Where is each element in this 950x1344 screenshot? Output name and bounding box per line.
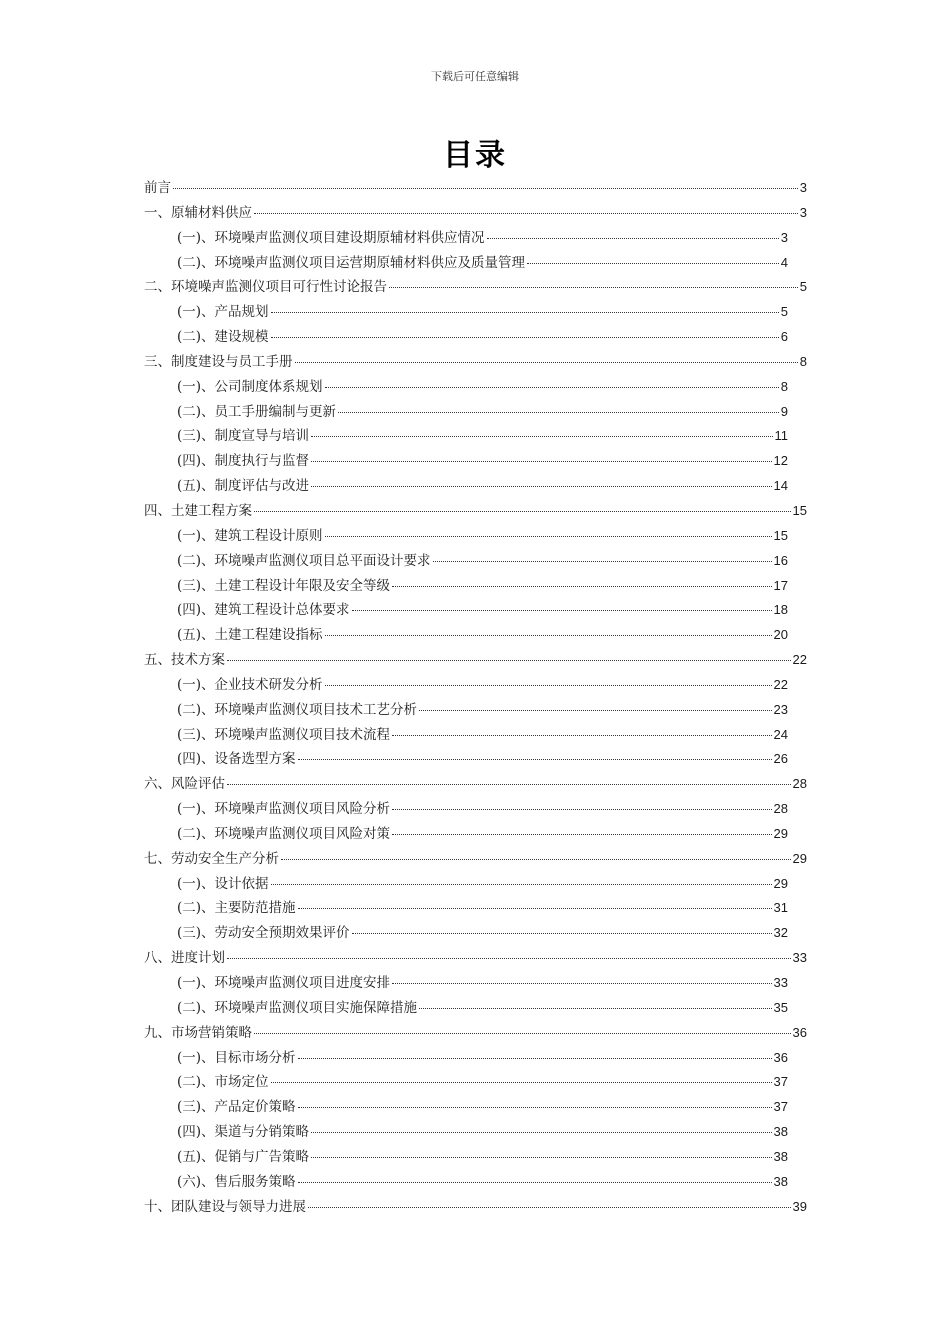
toc-page-number: 29 bbox=[773, 825, 788, 841]
toc-section-entry[interactable] bbox=[144, 226, 807, 251]
toc-chapter-entry[interactable] bbox=[144, 350, 807, 375]
toc-page-number: 32 bbox=[773, 925, 788, 941]
toc-section-entry[interactable] bbox=[144, 474, 807, 499]
toc-section-entry[interactable] bbox=[144, 1070, 807, 1095]
toc-entry-label: (二)、建设规模 bbox=[177, 329, 269, 346]
toc-dot-leader bbox=[311, 436, 772, 437]
toc-dot-leader bbox=[311, 1132, 771, 1133]
toc-entry-label: (二)、市场定位 bbox=[177, 1074, 269, 1091]
header-note: 下载后可任意编辑 bbox=[431, 70, 519, 83]
toc-dot-leader bbox=[254, 213, 798, 214]
toc-chapter-entry[interactable] bbox=[144, 275, 807, 300]
toc-entry-label: (四)、设备选型方案 bbox=[177, 751, 296, 768]
toc-page-number: 15 bbox=[773, 527, 788, 543]
toc-section-entry[interactable] bbox=[144, 673, 807, 698]
toc-dot-leader bbox=[352, 933, 772, 934]
toc-dot-leader bbox=[308, 1207, 791, 1208]
toc-page-number: 31 bbox=[773, 900, 788, 916]
toc-dot-leader bbox=[527, 263, 779, 264]
toc-section-entry[interactable] bbox=[144, 1170, 807, 1195]
toc-dot-leader bbox=[392, 834, 771, 835]
toc-entry-label: (三)、劳动安全预期效果评价 bbox=[177, 925, 350, 942]
toc-dot-leader bbox=[298, 1107, 772, 1108]
toc-entry-label: (三)、土建工程设计年限及安全等级 bbox=[177, 577, 391, 594]
toc-section-entry[interactable] bbox=[144, 449, 807, 474]
toc-dot-leader bbox=[227, 660, 791, 661]
toc-page-number: 22 bbox=[792, 652, 807, 668]
toc-entry-label: (一)、设计依据 bbox=[177, 875, 269, 892]
toc-chapter-entry[interactable] bbox=[144, 772, 807, 797]
toc-dot-leader bbox=[352, 610, 772, 611]
toc-entry-label: (一)、目标市场分析 bbox=[177, 1049, 296, 1066]
toc-page-number: 39 bbox=[792, 1198, 807, 1214]
toc-entry-label: (五)、促销与广告策略 bbox=[177, 1148, 310, 1165]
toc-page-number: 23 bbox=[773, 701, 788, 717]
toc-section-entry[interactable] bbox=[144, 623, 807, 648]
table-of-contents bbox=[144, 176, 807, 1219]
toc-section-entry[interactable] bbox=[144, 996, 807, 1021]
toc-dot-leader bbox=[295, 362, 798, 363]
toc-dot-leader bbox=[298, 1058, 772, 1059]
toc-entry-label: (四)、制度执行与监督 bbox=[177, 453, 310, 470]
toc-dot-leader bbox=[392, 735, 771, 736]
toc-page-number: 8 bbox=[799, 353, 807, 369]
toc-section-entry[interactable] bbox=[144, 524, 807, 549]
toc-entry-label: (一)、产品规划 bbox=[177, 304, 269, 321]
toc-dot-leader bbox=[298, 759, 772, 760]
toc-page-number: 38 bbox=[773, 1173, 788, 1189]
toc-entry-label: (四)、渠道与分销策略 bbox=[177, 1124, 310, 1141]
toc-page-number: 14 bbox=[773, 478, 788, 494]
toc-page-number: 29 bbox=[773, 875, 788, 891]
toc-entry-label: (三)、产品定价策略 bbox=[177, 1099, 296, 1116]
toc-dot-leader bbox=[392, 809, 771, 810]
toc-section-entry[interactable] bbox=[144, 822, 807, 847]
toc-page-number: 33 bbox=[792, 950, 807, 966]
toc-page-number: 5 bbox=[780, 304, 788, 320]
toc-section-entry[interactable] bbox=[144, 797, 807, 822]
toc-dot-leader bbox=[311, 486, 771, 487]
toc-dot-leader bbox=[298, 1182, 772, 1183]
toc-entry-label: (二)、环境噪声监测仪项目总平面设计要求 bbox=[177, 552, 431, 569]
toc-page-number: 22 bbox=[773, 676, 788, 692]
toc-page-number: 35 bbox=[773, 999, 788, 1015]
toc-page-number: 5 bbox=[799, 279, 807, 295]
toc-page-number: 3 bbox=[799, 204, 807, 220]
toc-dot-leader bbox=[392, 586, 771, 587]
toc-dot-leader bbox=[419, 1008, 771, 1009]
toc-entry-label: 九、市场营销策略 bbox=[144, 1024, 252, 1041]
toc-entry-label: 八、进度计划 bbox=[144, 950, 225, 967]
toc-page-number: 29 bbox=[792, 850, 807, 866]
toc-dot-leader bbox=[311, 1157, 771, 1158]
toc-entry-label: (一)、环境噪声监测仪项目风险分析 bbox=[177, 801, 391, 818]
toc-chapter-entry[interactable] bbox=[144, 1195, 807, 1220]
toc-entry-label: 五、技术方案 bbox=[144, 652, 225, 669]
toc-page-number: 26 bbox=[773, 751, 788, 767]
toc-section-entry[interactable] bbox=[144, 325, 807, 350]
toc-entry-label: (五)、制度评估与改进 bbox=[177, 478, 310, 495]
toc-dot-leader bbox=[487, 238, 779, 239]
toc-section-entry[interactable] bbox=[144, 896, 807, 921]
toc-section-entry[interactable] bbox=[144, 598, 807, 623]
toc-entry-label: (五)、土建工程建设指标 bbox=[177, 627, 323, 644]
toc-chapter-entry[interactable] bbox=[144, 176, 807, 201]
page-title: 目录 bbox=[443, 138, 507, 173]
toc-page-number: 36 bbox=[773, 1049, 788, 1065]
toc-page-number: 20 bbox=[773, 627, 788, 643]
toc-section-entry[interactable] bbox=[144, 1120, 807, 1145]
toc-section-entry[interactable] bbox=[144, 1145, 807, 1170]
toc-chapter-entry[interactable] bbox=[144, 648, 807, 673]
toc-entry-label: (二)、环境噪声监测仪项目风险对策 bbox=[177, 825, 391, 842]
toc-dot-leader bbox=[392, 983, 771, 984]
toc-entry-label: (二)、环境噪声监测仪项目实施保障措施 bbox=[177, 999, 418, 1016]
toc-entry-label: (二)、环境噪声监测仪项目运营期原辅材料供应及质量管理 bbox=[177, 254, 526, 271]
toc-entry-label: (六)、售后服务策略 bbox=[177, 1173, 296, 1190]
toc-entry-label: (一)、公司制度体系规划 bbox=[177, 378, 323, 395]
toc-section-entry[interactable] bbox=[144, 698, 807, 723]
toc-entry-label: (一)、企业技术研发分析 bbox=[177, 676, 323, 693]
toc-dot-leader bbox=[338, 412, 779, 413]
toc-chapter-entry[interactable] bbox=[144, 847, 807, 872]
toc-entry-label: (一)、环境噪声监测仪项目进度安排 bbox=[177, 975, 391, 991]
toc-entry-label: 二、环境噪声监测仪项目可行性讨论报告 bbox=[144, 279, 387, 296]
toc-page-number: 38 bbox=[773, 1148, 788, 1164]
toc-entry-label: 三、制度建设与员工手册 bbox=[144, 353, 293, 370]
toc-entry-label: (二)、主要防范措施 bbox=[177, 900, 296, 917]
toc-entry-label: 七、劳动安全生产分析 bbox=[144, 850, 279, 867]
toc-page-number: 3 bbox=[799, 180, 807, 195]
toc-dot-leader bbox=[419, 710, 771, 711]
toc-page-number: 28 bbox=[773, 801, 788, 817]
toc-page-number: 33 bbox=[773, 975, 788, 990]
toc-section-entry[interactable] bbox=[144, 251, 807, 276]
toc-entry-label: (一)、环境噪声监测仪项目建设期原辅材料供应情况 bbox=[177, 229, 485, 246]
toc-section-entry[interactable] bbox=[144, 723, 807, 748]
toc-page-number: 17 bbox=[773, 577, 788, 593]
toc-section-entry[interactable] bbox=[144, 400, 807, 425]
toc-page-number: 8 bbox=[780, 378, 788, 394]
toc-section-entry[interactable] bbox=[144, 872, 807, 897]
toc-chapter-entry[interactable] bbox=[144, 1021, 807, 1046]
toc-entry-label: 前言 bbox=[144, 180, 171, 196]
toc-entry-label: 六、风险评估 bbox=[144, 776, 225, 793]
toc-dot-leader bbox=[227, 784, 791, 785]
toc-chapter-entry[interactable] bbox=[144, 946, 807, 971]
toc-dot-leader bbox=[271, 884, 772, 885]
toc-entry-label: (二)、员工手册编制与更新 bbox=[177, 403, 337, 420]
toc-section-entry[interactable] bbox=[144, 375, 807, 400]
toc-chapter-entry[interactable] bbox=[144, 201, 807, 226]
toc-entry-label: (四)、建筑工程设计总体要求 bbox=[177, 602, 350, 619]
toc-section-entry[interactable] bbox=[144, 424, 807, 449]
toc-section-entry[interactable] bbox=[144, 1046, 807, 1071]
toc-page-number: 37 bbox=[773, 1099, 788, 1115]
toc-entry-label: 四、土建工程方案 bbox=[144, 502, 252, 519]
toc-page-number: 6 bbox=[780, 329, 788, 345]
toc-entry-label: 一、原辅材料供应 bbox=[144, 204, 252, 221]
toc-dot-leader bbox=[227, 958, 791, 959]
toc-dot-leader bbox=[325, 536, 772, 537]
toc-dot-leader bbox=[271, 312, 779, 313]
toc-dot-leader bbox=[325, 635, 772, 636]
toc-section-entry[interactable] bbox=[144, 300, 807, 325]
toc-dot-leader bbox=[254, 511, 791, 512]
toc-entry-label: (二)、环境噪声监测仪项目技术工艺分析 bbox=[177, 701, 418, 718]
toc-page-number: 38 bbox=[773, 1124, 788, 1140]
toc-dot-leader bbox=[271, 337, 779, 338]
toc-dot-leader bbox=[271, 1082, 772, 1083]
toc-page-number: 28 bbox=[792, 776, 807, 792]
toc-page-number: 3 bbox=[780, 229, 788, 245]
toc-dot-leader bbox=[389, 287, 798, 288]
toc-page-number: 11 bbox=[774, 428, 788, 444]
toc-entry-label: 十、团队建设与领导力进展 bbox=[144, 1198, 306, 1215]
toc-section-entry[interactable] bbox=[144, 574, 807, 599]
toc-dot-leader bbox=[254, 1033, 791, 1034]
toc-section-entry[interactable] bbox=[144, 1095, 807, 1120]
toc-page-number: 9 bbox=[780, 403, 788, 419]
toc-section-entry[interactable] bbox=[144, 971, 807, 996]
toc-page-number: 16 bbox=[773, 552, 788, 568]
toc-page-number: 18 bbox=[773, 602, 788, 618]
toc-section-entry[interactable] bbox=[144, 549, 807, 574]
toc-dot-leader bbox=[281, 859, 791, 860]
toc-page-number: 24 bbox=[773, 726, 788, 742]
toc-page-number: 37 bbox=[773, 1074, 788, 1090]
toc-entry-label: (三)、环境噪声监测仪项目技术流程 bbox=[177, 726, 391, 743]
toc-page-number: 15 bbox=[792, 502, 807, 518]
toc-dot-leader bbox=[173, 188, 798, 189]
toc-page-number: 4 bbox=[780, 254, 788, 270]
toc-chapter-entry[interactable] bbox=[144, 499, 807, 524]
toc-page-number: 36 bbox=[792, 1024, 807, 1040]
toc-dot-leader bbox=[325, 387, 779, 388]
toc-section-entry[interactable] bbox=[144, 747, 807, 772]
toc-page-number: 12 bbox=[773, 453, 788, 469]
toc-dot-leader bbox=[433, 561, 772, 562]
toc-section-entry[interactable] bbox=[144, 921, 807, 946]
toc-dot-leader bbox=[298, 908, 772, 909]
toc-entry-label: (一)、建筑工程设计原则 bbox=[177, 527, 323, 544]
toc-dot-leader bbox=[311, 461, 771, 462]
toc-dot-leader bbox=[325, 685, 772, 686]
toc-entry-label: (三)、制度宣导与培训 bbox=[177, 428, 310, 445]
